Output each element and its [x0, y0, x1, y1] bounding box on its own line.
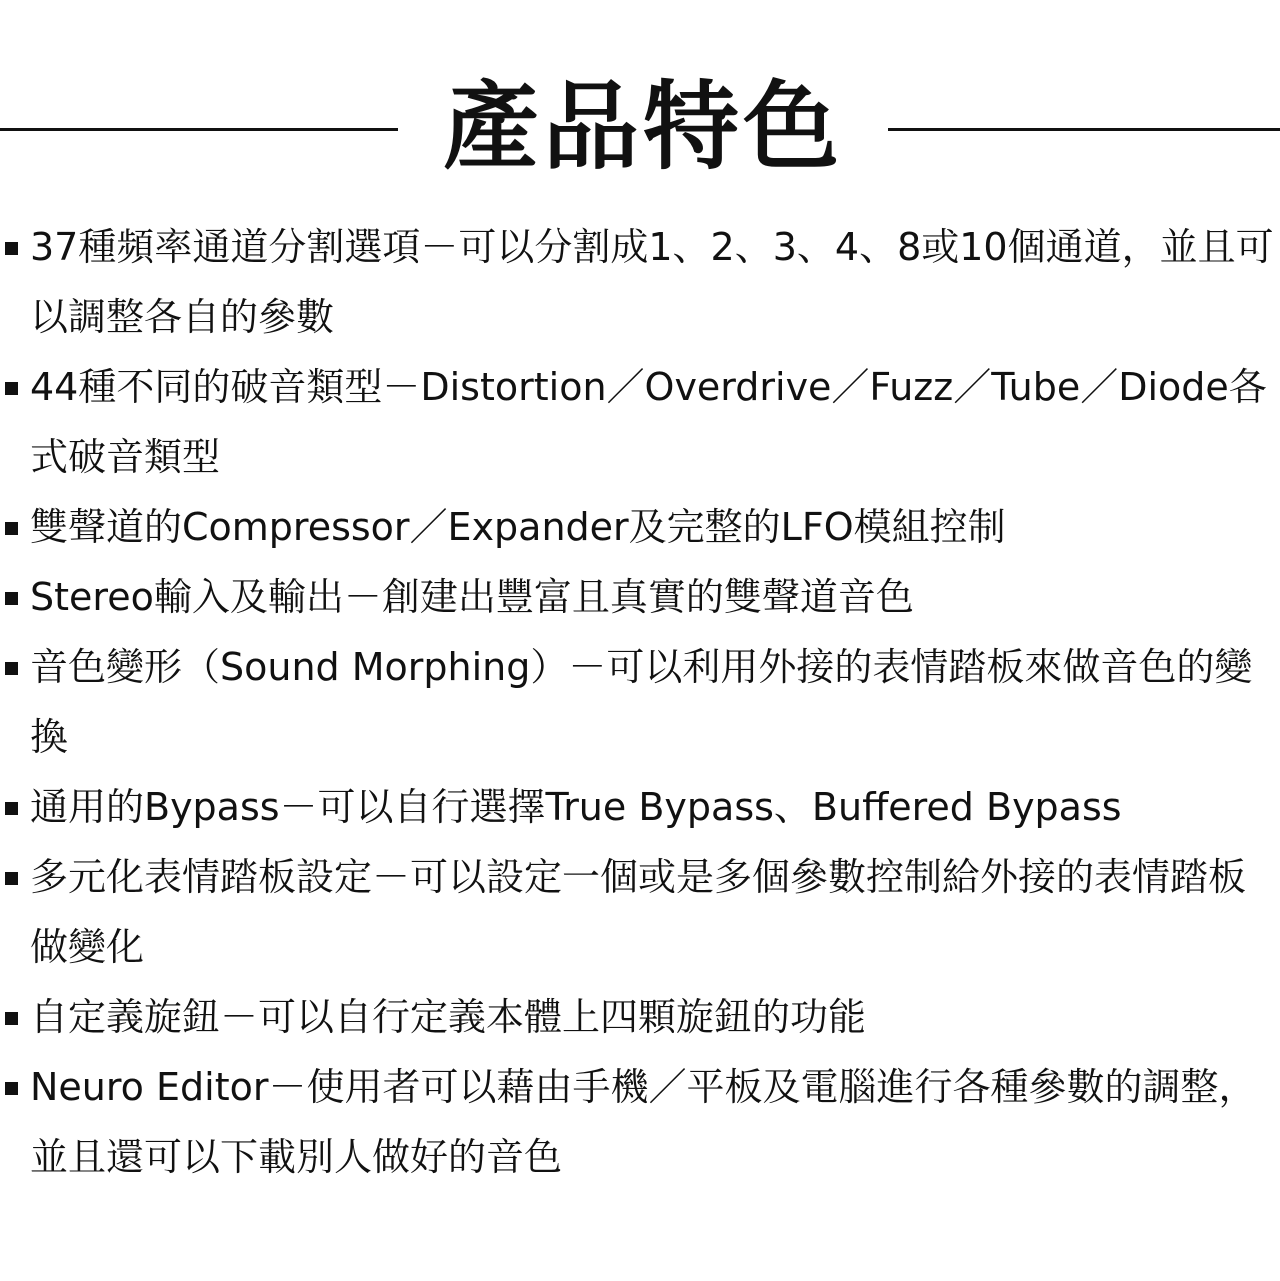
header-divider-right [888, 128, 1280, 131]
feature-item [0, 1052, 1280, 1192]
feature-item [0, 352, 1280, 492]
square-bullet-icon [5, 382, 18, 395]
feature-text: 雙聲道的Compressor／Expander及完整的LFO模組控制 [30, 505, 1006, 549]
header-divider-left [0, 128, 398, 131]
feature-item [0, 562, 1280, 632]
feature-text: 44種不同的破音類型－Distortion／Overdrive／Fuzz／Tube／Diode各式破音類型 [30, 365, 1267, 479]
feature-text: 音色變形（Sound Morphing）－可以利用外接的表情踏板來做音色的變換 [30, 645, 1253, 759]
square-bullet-icon [5, 522, 18, 535]
square-bullet-icon [5, 802, 18, 815]
feature-text: 自定義旋鈕－可以自行定義本體上四顆旋鈕的功能 [30, 995, 867, 1039]
feature-text: 37種頻率通道分割選項－可以分割成1、2、3、4、8或10個通道，並且可以調整各自的參數 [30, 225, 1274, 339]
feature-text: 通用的Bypass－可以自行選擇True Bypass、Buffered Bypass [30, 785, 1122, 829]
feature-text: 多元化表情踏板設定－可以設定一個或是多個參數控制給外接的表情踏板做變化 [30, 855, 1247, 969]
feature-item [0, 212, 1280, 352]
feature-item [0, 632, 1280, 772]
section-header [0, 62, 1280, 192]
square-bullet-icon [5, 592, 18, 605]
feature-list [0, 212, 1280, 1192]
square-bullet-icon [5, 1082, 18, 1095]
feature-text: Neuro Editor－使用者可以藉由手機／平板及電腦進行各種參數的調整，並且還可以下載別人做好的音色 [30, 1065, 1257, 1179]
square-bullet-icon [5, 662, 18, 675]
feature-item [0, 772, 1280, 842]
feature-text: Stereo輸入及輸出－創建出豐富且真實的雙聲道音色 [30, 575, 914, 619]
feature-item [0, 492, 1280, 562]
square-bullet-icon [5, 1012, 18, 1025]
square-bullet-icon [5, 872, 18, 885]
feature-item [0, 982, 1280, 1052]
feature-item [0, 842, 1280, 982]
square-bullet-icon [5, 242, 18, 255]
page-title: 產品特色 [443, 71, 843, 183]
